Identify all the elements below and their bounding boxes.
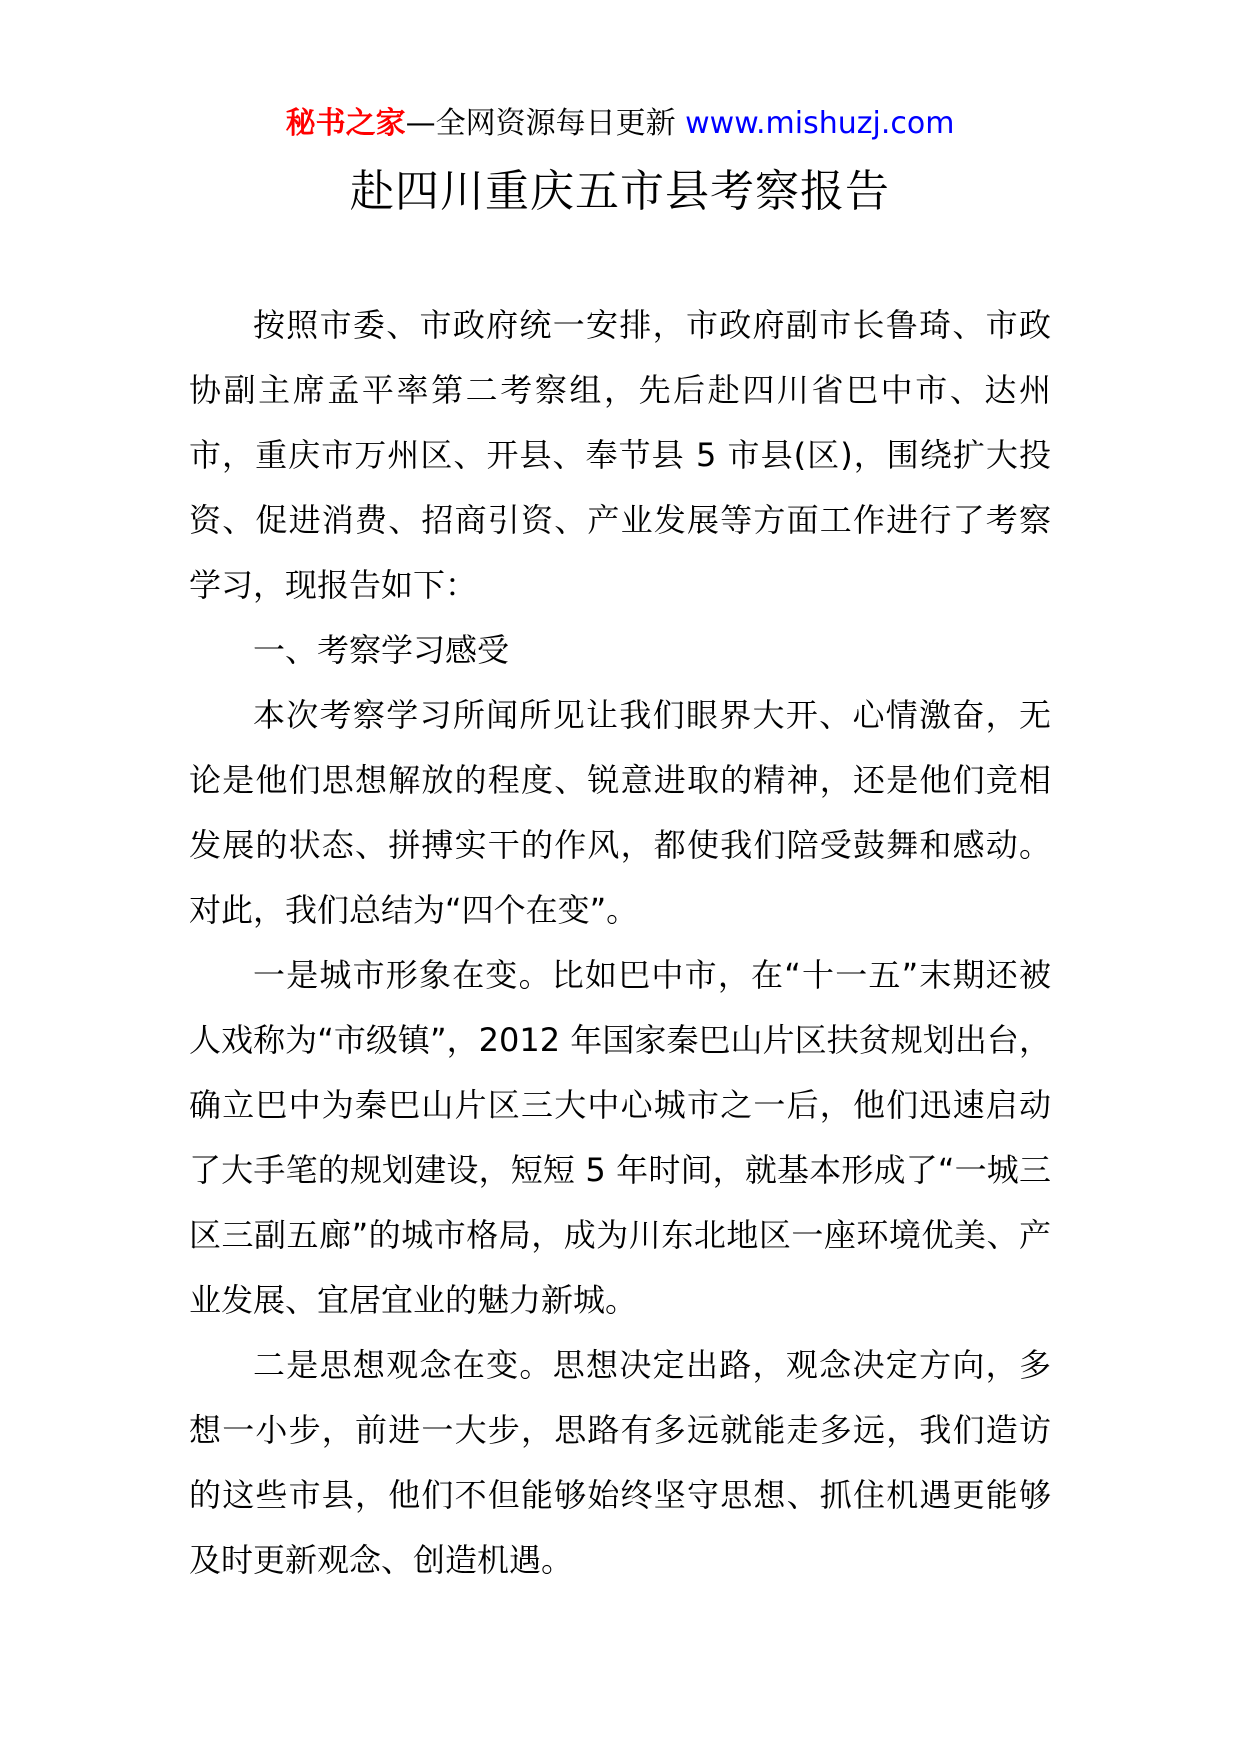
site-header — [0, 104, 1240, 144]
paragraph-impressions: 本次考察学习所闻所见让我们眼界大开、心情激奋，无论是他们思想解放的程度、锐意进取的精神，还是他们竞相发展的状态、拼搏实干的作风，都使我们陪受鼓舞和感动。 对此，我们总结为“四个在变”。 — [189, 696, 1051, 929]
paragraph-mindset: 二是思想观念在变。思想决定出路，观念决定方向，多想一小步，前进一大步，思路有多远就能走多远，我们造访的这些市县，他们不但能够始终坚守思想、抓住机遇更能够及时更新观念、创造机遇。 — [189, 1346, 1051, 1579]
document-body — [189, 293, 1051, 1593]
document-title: 赴四川重庆五市县考察报告 — [350, 166, 890, 217]
paragraph-intro: 按照市委、市政府统一安排，市政府副市长鲁琦、市政协副主席孟平率第二考察组，先后赴四川省巴中市、达州市，重庆市万州区、开县、奉节县 5 市县(区)，围绕扩大投资、促进消费、招商引资、产业发展等方面工作进行了考察学习，现报告如下： — [189, 306, 1051, 604]
section-heading: 一、考察学习感受 — [253, 631, 510, 669]
site-name: 秘书之家 — [285, 106, 406, 141]
site-tagline: —全网资源每日更新 — [405, 106, 676, 141]
site-url-link[interactable]: www.mishuzj.com — [685, 106, 955, 141]
paragraph-city-image: 一是城市形象在变。比如巴中市，在“十一五”末期还被人戏称为“市级镇”，2012 年国家秦巴山片区扶贫规划出台，确立巴中为秦巴山片区三大中心城市之一后，他们迅速启动了大手笔的规划建设，短短 5 年时间，就基本形成了“一城三区三副五廊”的城市格局，成为川东北地区一座环境优美、产业发展、宜居宜业的魅力新城。 — [189, 956, 1051, 1319]
